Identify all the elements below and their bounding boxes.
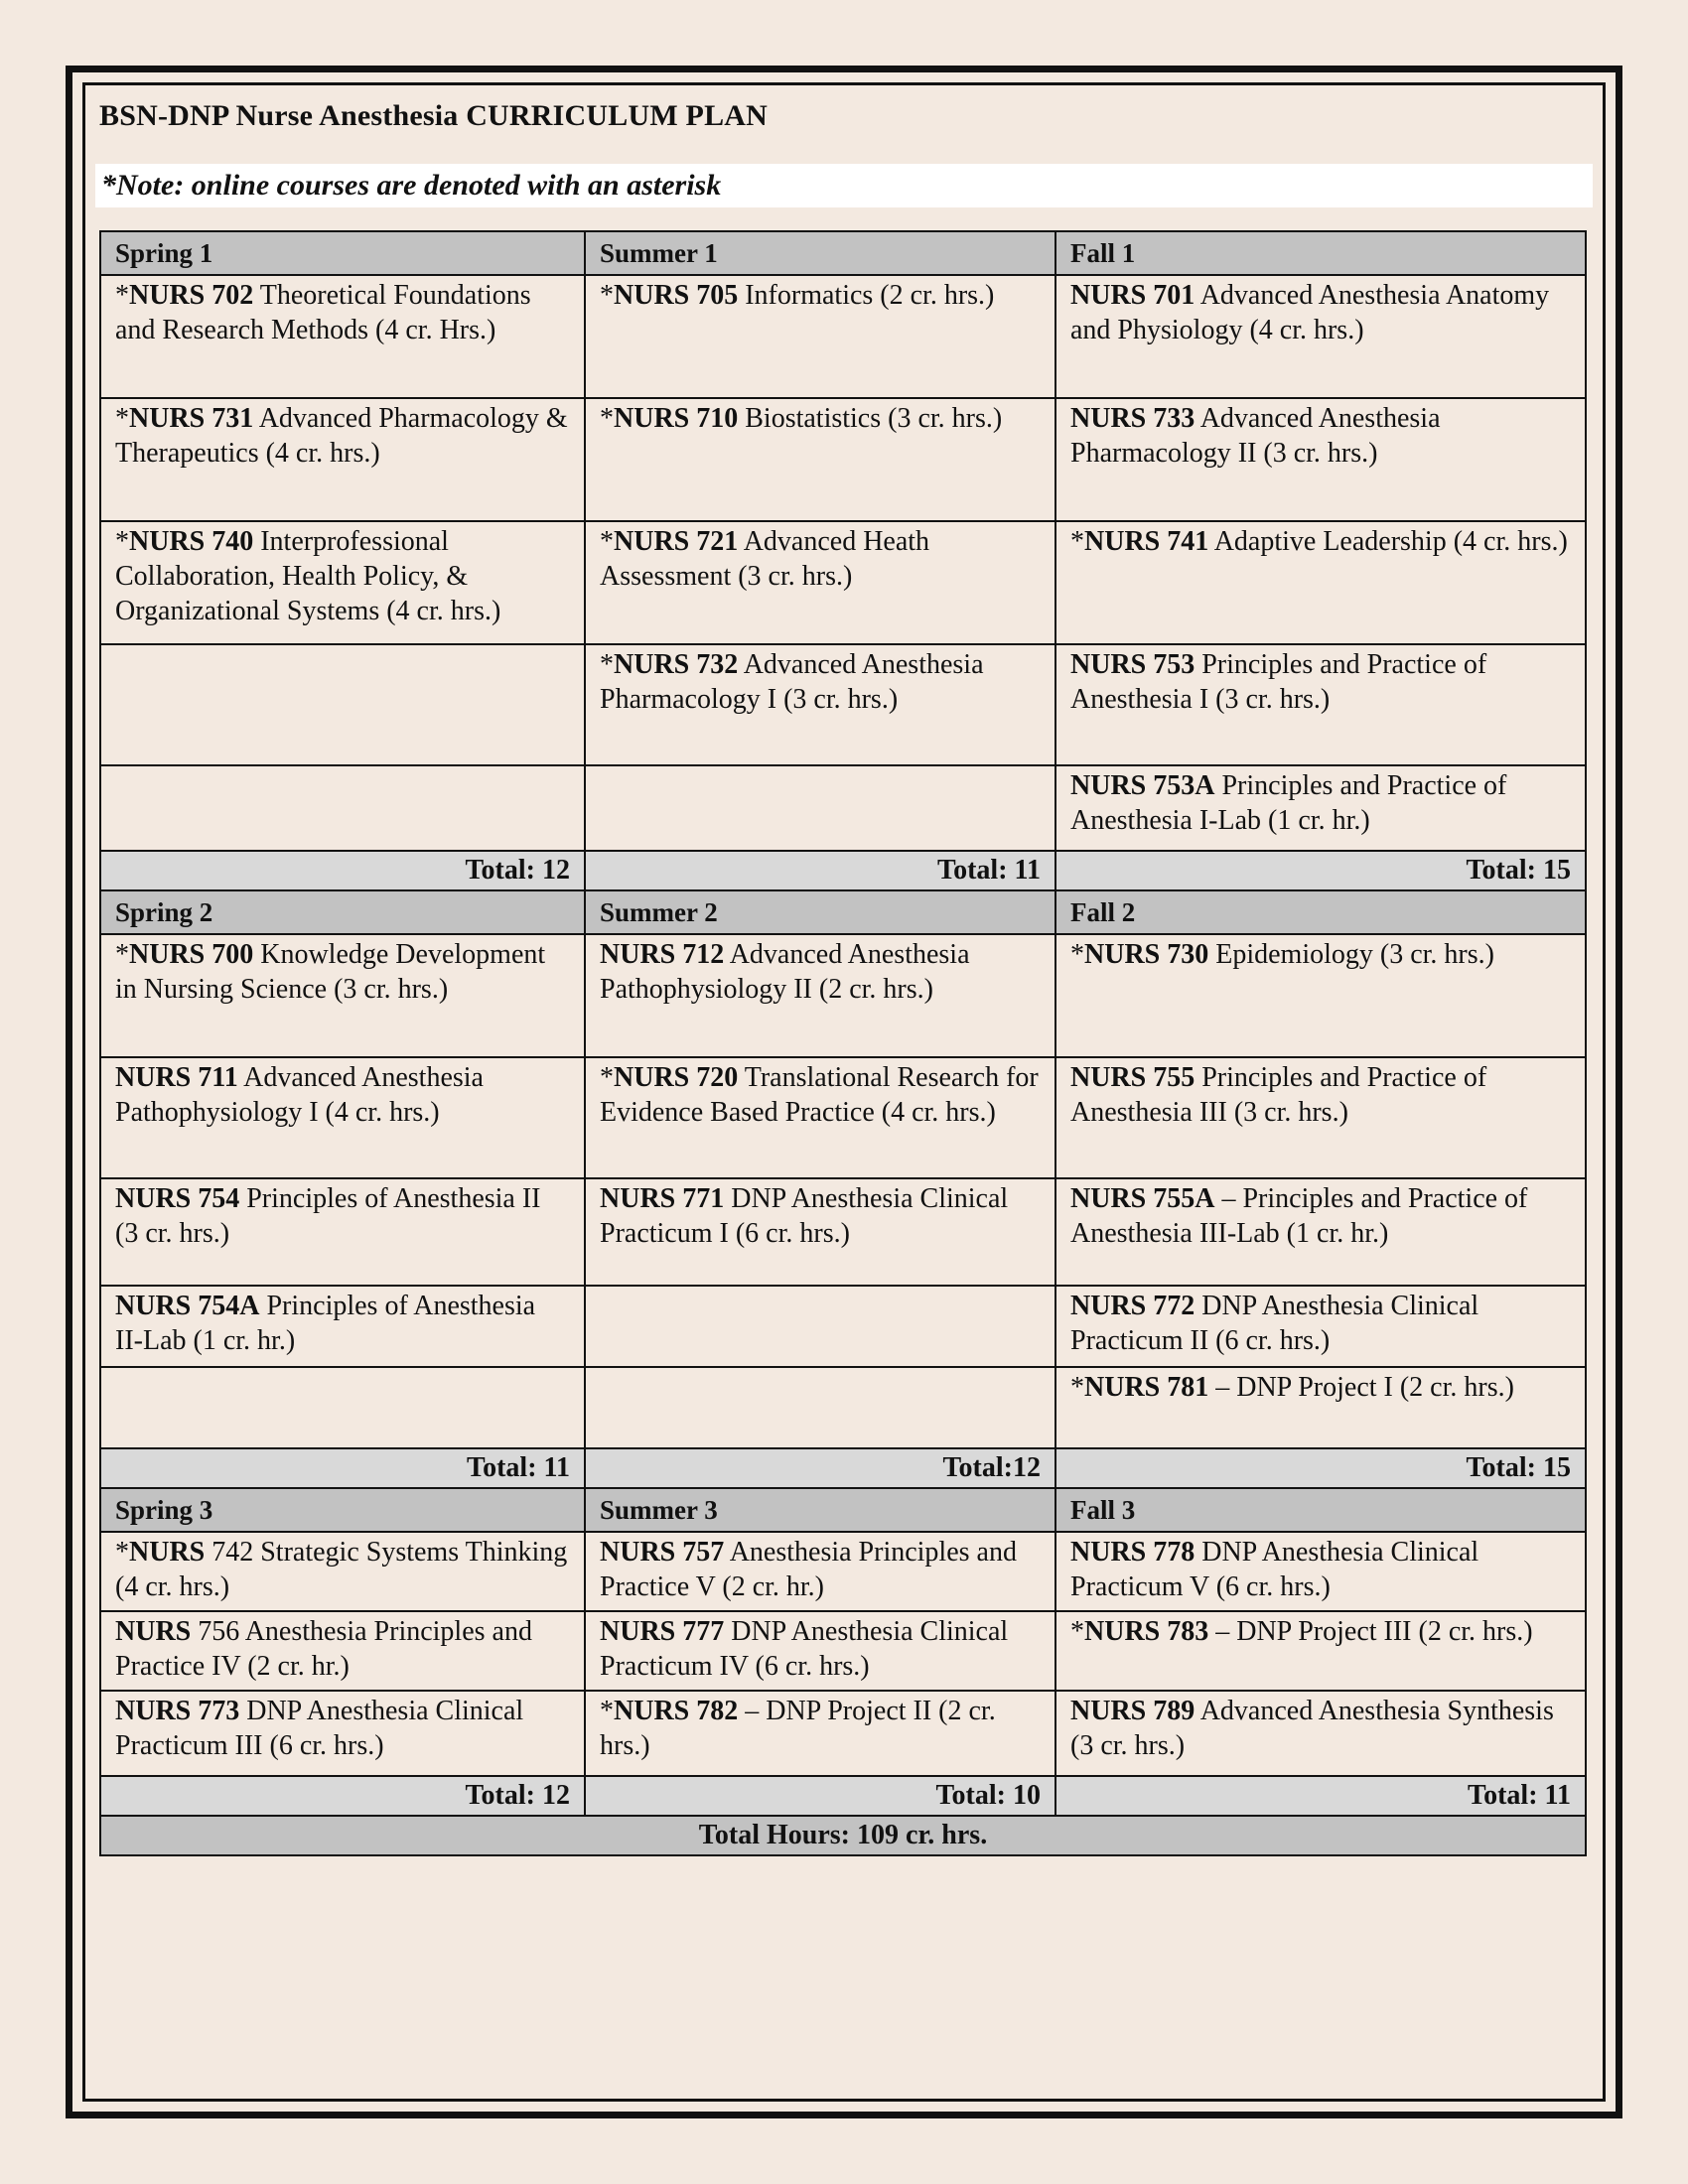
course-cell: NURS 755A – Principles and Practice of Anesthesia III-Lab (1 cr. hr.) [1055,1178,1586,1286]
semester-total: Total:12 [585,1448,1055,1488]
course-cell: NURS 756 Anesthesia Principles and Practice IV (2 cr. hr.) [100,1611,585,1691]
grand-total: Total Hours: 109 cr. hrs. [100,1816,1586,1855]
course-cell: NURS 712 Advanced Anesthesia Pathophysiology II (2 cr. hrs.) [585,934,1055,1057]
semester-header-row [100,231,1586,275]
course-cell: *NURS 720 Translational Research for Evidence Based Practice (4 cr. hrs.) [585,1057,1055,1178]
empty-cell [585,765,1055,851]
course-row [100,275,1586,398]
course-row [100,398,1586,521]
course-cell: NURS 789 Advanced Anesthesia Synthesis (3 cr. hrs.) [1055,1691,1586,1776]
online-note: *Note: online courses are denoted with an asterisk [95,164,1593,207]
course-cell: NURS 753A Principles and Practice of Anesthesia I-Lab (1 cr. hr.) [1055,765,1586,851]
course-cell: NURS 733 Advanced Anesthesia Pharmacology II (3 cr. hrs.) [1055,398,1586,521]
semester-header: Fall 2 [1055,890,1586,934]
course-row [100,1691,1586,1776]
course-cell: *NURS 741 Adaptive Leadership (4 cr. hrs.) [1055,521,1586,644]
course-cell: *NURS 732 Advanced Anesthesia Pharmacology I (3 cr. hrs.) [585,644,1055,765]
semester-total-row [100,1776,1586,1816]
semester-header-row [100,1488,1586,1532]
course-row [100,1178,1586,1286]
semester-header: Spring 1 [100,231,585,275]
semester-total: Total: 10 [585,1776,1055,1816]
empty-cell [100,1367,585,1448]
course-cell: NURS 773 DNP Anesthesia Clinical Practicum III (6 cr. hrs.) [100,1691,585,1776]
course-row [100,934,1586,1057]
course-row [100,1057,1586,1178]
semester-header: Fall 3 [1055,1488,1586,1532]
semester-header: Summer 2 [585,890,1055,934]
semester-total: Total: 11 [1055,1776,1586,1816]
semester-header: Spring 3 [100,1488,585,1532]
course-cell: *NURS 781 – DNP Project I (2 cr. hrs.) [1055,1367,1586,1448]
course-cell: *NURS 721 Advanced Heath Assessment (3 cr. hrs.) [585,521,1055,644]
semester-header: Summer 3 [585,1488,1055,1532]
course-cell: *NURS 742 Strategic Systems Thinking (4 cr. hrs.) [100,1532,585,1611]
empty-cell [585,1286,1055,1367]
course-cell: *NURS 705 Informatics (2 cr. hrs.) [585,275,1055,398]
course-cell: *NURS 740 Interprofessional Collaboration, Health Policy, & Organizational Systems (4 cr. hrs.) [100,521,585,644]
course-cell: NURS 754A Principles of Anesthesia II-Lab (1 cr. hr.) [100,1286,585,1367]
course-cell: NURS 757 Anesthesia Principles and Practice V (2 cr. hr.) [585,1532,1055,1611]
course-row [100,1532,1586,1611]
course-cell: *NURS 730 Epidemiology (3 cr. hrs.) [1055,934,1586,1057]
grand-total-row [100,1816,1586,1855]
semester-total: Total: 11 [100,1448,585,1488]
semester-header: Summer 1 [585,231,1055,275]
curriculum-table [99,230,1587,1856]
semester-total: Total: 11 [585,851,1055,890]
course-cell: NURS 754 Principles of Anesthesia II (3 cr. hrs.) [100,1178,585,1286]
course-cell: NURS 772 DNP Anesthesia Clinical Practicum II (6 cr. hrs.) [1055,1286,1586,1367]
document-title: BSN-DNP Nurse Anesthesia CURRICULUM PLAN [99,99,769,132]
course-row [100,765,1586,851]
course-cell: NURS 755 Principles and Practice of Anesthesia III (3 cr. hrs.) [1055,1057,1586,1178]
course-cell: *NURS 700 Knowledge Development in Nursing Science (3 cr. hrs.) [100,934,585,1057]
course-row [100,1367,1586,1448]
course-cell: NURS 778 DNP Anesthesia Clinical Practicum V (6 cr. hrs.) [1055,1532,1586,1611]
course-row [100,1286,1586,1367]
course-cell: NURS 777 DNP Anesthesia Clinical Practicum IV (6 cr. hrs.) [585,1611,1055,1691]
semester-total-row [100,851,1586,890]
empty-cell [100,765,585,851]
course-cell: *NURS 702 Theoretical Foundations and Research Methods (4 cr. Hrs.) [100,275,585,398]
course-cell: NURS 753 Principles and Practice of Anesthesia I (3 cr. hrs.) [1055,644,1586,765]
course-row [100,521,1586,644]
course-cell: *NURS 731 Advanced Pharmacology & Therapeutics (4 cr. hrs.) [100,398,585,521]
empty-cell [585,1367,1055,1448]
course-cell: *NURS 782 – DNP Project II (2 cr. hrs.) [585,1691,1055,1776]
semester-total-row [100,1448,1586,1488]
course-cell: NURS 701 Advanced Anesthesia Anatomy and Physiology (4 cr. hrs.) [1055,275,1586,398]
semester-total: Total: 12 [100,1776,585,1816]
course-cell: *NURS 783 – DNP Project III (2 cr. hrs.) [1055,1611,1586,1691]
semester-header: Spring 2 [100,890,585,934]
course-cell: NURS 771 DNP Anesthesia Clinical Practicum I (6 cr. hrs.) [585,1178,1055,1286]
semester-header: Fall 1 [1055,231,1586,275]
course-cell: *NURS 710 Biostatistics (3 cr. hrs.) [585,398,1055,521]
semester-header-row [100,890,1586,934]
course-cell: NURS 711 Advanced Anesthesia Pathophysiology I (4 cr. hrs.) [100,1057,585,1178]
course-row [100,1611,1586,1691]
semester-total: Total: 15 [1055,851,1586,890]
semester-total: Total: 15 [1055,1448,1586,1488]
semester-total: Total: 12 [100,851,585,890]
empty-cell [100,644,585,765]
course-row [100,644,1586,765]
